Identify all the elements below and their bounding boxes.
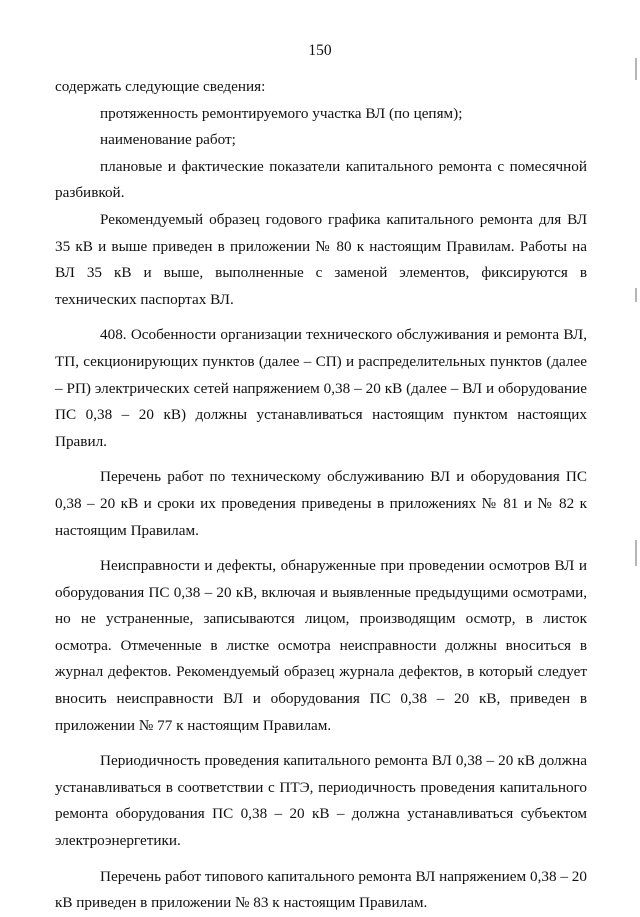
paragraph-periodicity: Периодичность проведения капитального ремонта ВЛ 0,38 – 20 кВ должна устанавливаться в соответствии с ПТЭ, периодичность проведения капитального ремонта оборудования ПС 0,38 – 20 кВ – должна устанавливаться субъектом электроэнергетики. [55,752,587,850]
scan-edge-mark [635,288,637,302]
paragraph-defects: Неисправности и дефекты, обнаруженные при проведении осмотров ВЛ и оборудования ПС 0,38 – 20 кВ, включая и выявленные предыдущими осмотрами, но не устраненные, записываются лицом, производящим осмотр, в листок осмотра. Отмеченные в листке осмотра неисправности должны вноситься в журнал дефектов. Рекомендуемый образец журнала дефектов, в который следует вносить неисправности ВЛ и оборудования ПС 0,38 – 20 кВ, приведен в приложении № 77 к настоящим Правилам. [55,557,587,734]
paragraph-repair-list: Перечень работ типового капитального ремонта ВЛ напряжением 0,38 – 20 кВ приведен в приложении № 83 к настоящим Правилам. [55,867,587,912]
paragraph-maintenance-list: Перечень работ по техническому обслуживанию ВЛ и оборудования ПС 0,38 – 20 кВ и сроки их проведения приведены в приложениях № 81 и № 82 к настоящим Правилам. [55,468,587,539]
page-number: 150 [308,42,332,59]
scan-edge-mark [635,540,637,566]
scan-edge-mark [635,58,637,80]
list-item-indicators: плановые и фактические показатели капитального ремонта с помесячной разбивкой. [55,157,587,202]
paragraph-408: 408. Особенности организации технического обслуживания и ремонта ВЛ, ТП, секционирующих пунктов (далее – СП) и распределительных пунктов (далее – РП) электрических сетей напряжением 0,38 – 20 кВ (далее – ВЛ и оборудование ПС 0,38 – 20 кВ) должны устанавливаться настоящим пунктом настоящих Правил. [55,326,587,450]
list-item-length: протяженность ремонтируемого участка ВЛ (по цепям); [100,104,463,122]
paragraph-schedule: Рекомендуемый образец годового графика капитального ремонта для ВЛ 35 кВ и выше приведен в приложении № 80 к настоящим Правилам. Работы на ВЛ 35 кВ и выше, выполненные с заменой элементов, фиксируются в технических паспортах ВЛ. [55,210,587,308]
paragraph-intro: содержать следующие сведения: [55,78,266,95]
list-item-work-name: наименование работ; [100,131,236,149]
document-body [55,74,587,917]
